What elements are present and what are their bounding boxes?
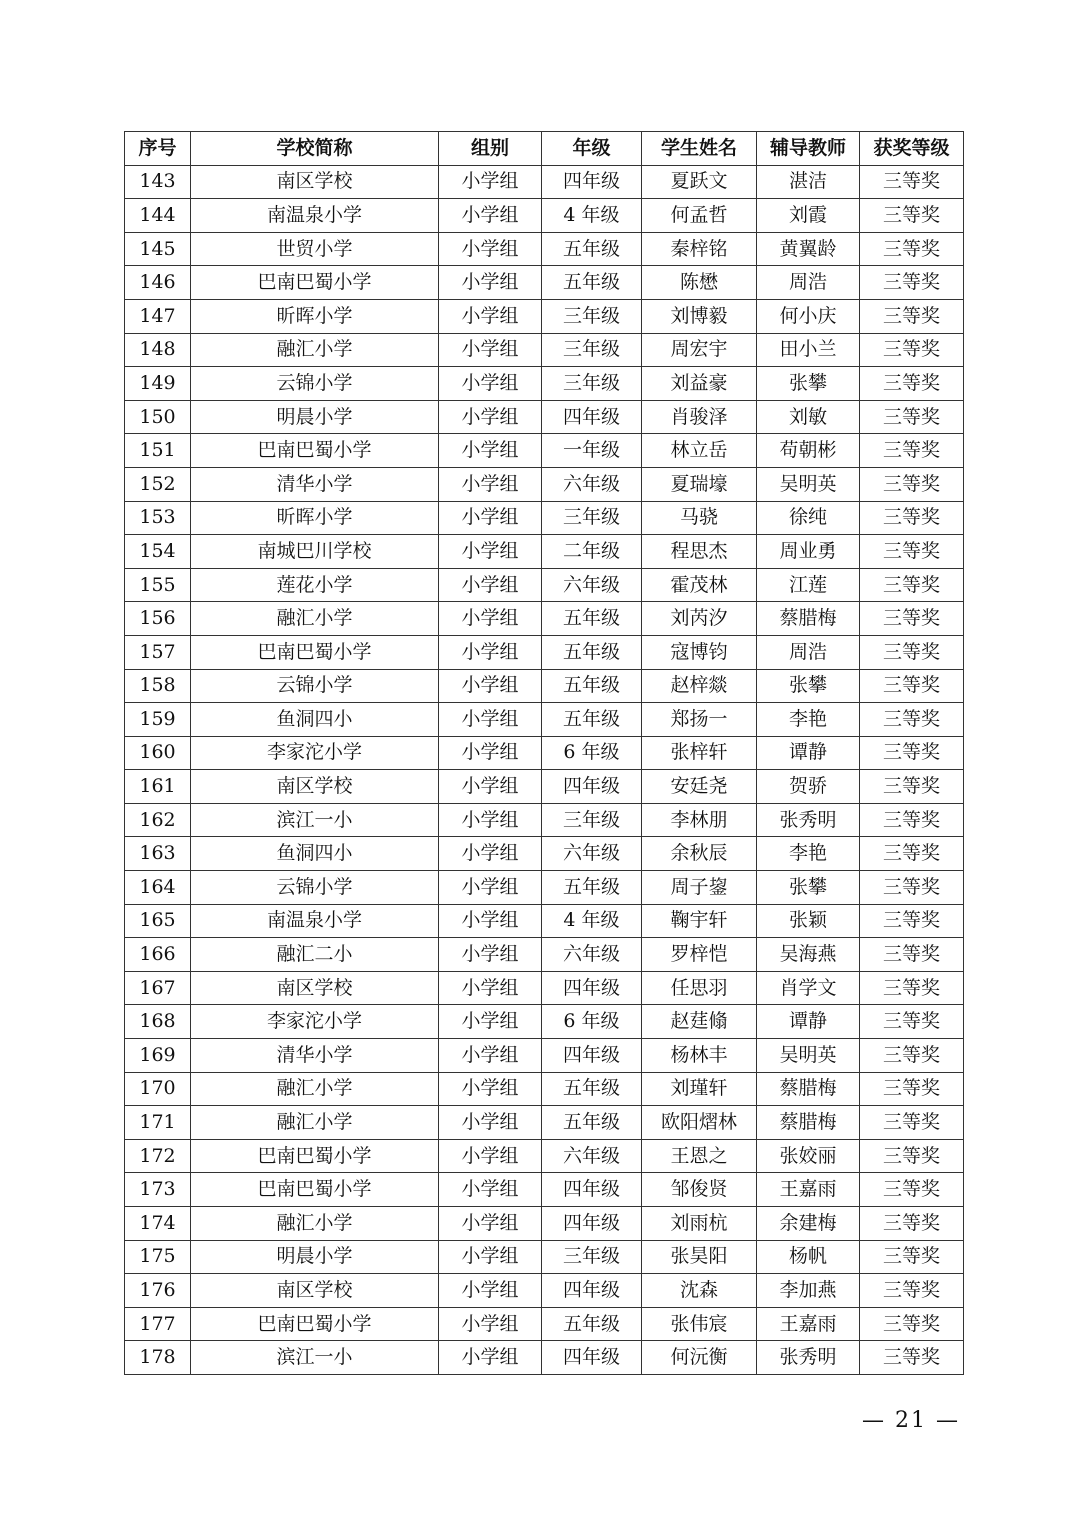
cell-school: 云锦小学: [191, 669, 439, 703]
cell-school: 明晨小学: [191, 1240, 439, 1274]
cell-teacher: 苟朝彬: [757, 434, 860, 468]
cell-award: 三等奖: [860, 1307, 964, 1341]
cell-index: 175: [125, 1240, 191, 1274]
cell-student: 安廷尧: [642, 770, 757, 804]
cell-group: 小学组: [439, 1207, 542, 1241]
table-row: [125, 434, 964, 468]
cell-index: 156: [125, 602, 191, 636]
cell-student: 罗梓恺: [642, 938, 757, 972]
cell-index: 148: [125, 333, 191, 367]
cell-grade: 五年级: [542, 703, 642, 737]
cell-school: 南区学校: [191, 1274, 439, 1308]
cell-index: 176: [125, 1274, 191, 1308]
cell-group: 小学组: [439, 971, 542, 1005]
cell-group: 小学组: [439, 770, 542, 804]
cell-teacher: 江莲: [757, 568, 860, 602]
cell-award: 三等奖: [860, 703, 964, 737]
header-school: 学校简称: [191, 132, 439, 166]
cell-grade: 二年级: [542, 535, 642, 569]
cell-school: 昕晖小学: [191, 501, 439, 535]
cell-student: 张伟宸: [642, 1307, 757, 1341]
cell-grade: 四年级: [542, 770, 642, 804]
cell-award: 三等奖: [860, 535, 964, 569]
cell-group: 小学组: [439, 299, 542, 333]
cell-student: 张梓轩: [642, 736, 757, 770]
header-grade: 年级: [542, 132, 642, 166]
cell-group: 小学组: [439, 1072, 542, 1106]
cell-grade: 4 年级: [542, 904, 642, 938]
cell-award: 三等奖: [860, 837, 964, 871]
cell-school: 巴南巴蜀小学: [191, 266, 439, 300]
table-row: [125, 367, 964, 401]
cell-award: 三等奖: [860, 333, 964, 367]
table-row: [125, 1039, 964, 1073]
cell-school: 李家沱小学: [191, 1005, 439, 1039]
cell-school: 南城巴川学校: [191, 535, 439, 569]
cell-school: 巴南巴蜀小学: [191, 434, 439, 468]
cell-group: 小学组: [439, 1106, 542, 1140]
cell-award: 三等奖: [860, 1005, 964, 1039]
cell-award: 三等奖: [860, 232, 964, 266]
cell-award: 三等奖: [860, 1173, 964, 1207]
cell-school: 南区学校: [191, 165, 439, 199]
cell-school: 巴南巴蜀小学: [191, 1139, 439, 1173]
cell-group: 小学组: [439, 1005, 542, 1039]
cell-grade: 六年级: [542, 568, 642, 602]
table-row: [125, 501, 964, 535]
cell-group: 小学组: [439, 165, 542, 199]
cell-index: 144: [125, 199, 191, 233]
cell-grade: 六年级: [542, 467, 642, 501]
cell-student: 刘芮汐: [642, 602, 757, 636]
table-row: [125, 535, 964, 569]
cell-index: 150: [125, 400, 191, 434]
cell-group: 小学组: [439, 635, 542, 669]
cell-teacher: 谭静: [757, 1005, 860, 1039]
cell-award: 三等奖: [860, 1072, 964, 1106]
cell-teacher: 蔡腊梅: [757, 1106, 860, 1140]
cell-award: 三等奖: [860, 904, 964, 938]
cell-school: 融汇小学: [191, 602, 439, 636]
cell-school: 鱼洞四小: [191, 837, 439, 871]
cell-group: 小学组: [439, 871, 542, 905]
cell-grade: 四年级: [542, 1274, 642, 1308]
cell-award: 三等奖: [860, 266, 964, 300]
cell-teacher: 张攀: [757, 367, 860, 401]
cell-teacher: 肖学文: [757, 971, 860, 1005]
cell-student: 马骁: [642, 501, 757, 535]
cell-index: 170: [125, 1072, 191, 1106]
table-row: [125, 1240, 964, 1274]
cell-teacher: 李艳: [757, 703, 860, 737]
table-row: [125, 1307, 964, 1341]
cell-index: 153: [125, 501, 191, 535]
cell-student: 林立岳: [642, 434, 757, 468]
cell-grade: 五年级: [542, 266, 642, 300]
cell-group: 小学组: [439, 467, 542, 501]
table-row: [125, 803, 964, 837]
cell-teacher: 张颖: [757, 904, 860, 938]
cell-school: 清华小学: [191, 1039, 439, 1073]
cell-index: 173: [125, 1173, 191, 1207]
cell-school: 南温泉小学: [191, 904, 439, 938]
cell-group: 小学组: [439, 703, 542, 737]
cell-index: 167: [125, 971, 191, 1005]
cell-grade: 六年级: [542, 938, 642, 972]
cell-award: 三等奖: [860, 1240, 964, 1274]
cell-grade: 四年级: [542, 1039, 642, 1073]
cell-index: 171: [125, 1106, 191, 1140]
cell-award: 三等奖: [860, 199, 964, 233]
cell-teacher: 蔡腊梅: [757, 1072, 860, 1106]
cell-student: 夏跃文: [642, 165, 757, 199]
cell-teacher: 湛洁: [757, 165, 860, 199]
cell-school: 南区学校: [191, 770, 439, 804]
cell-award: 三等奖: [860, 467, 964, 501]
cell-grade: 五年级: [542, 1106, 642, 1140]
cell-award: 三等奖: [860, 938, 964, 972]
cell-student: 王恩之: [642, 1139, 757, 1173]
cell-teacher: 王嘉雨: [757, 1173, 860, 1207]
cell-teacher: 吴明英: [757, 467, 860, 501]
cell-index: 163: [125, 837, 191, 871]
cell-grade: 四年级: [542, 400, 642, 434]
cell-award: 三等奖: [860, 1139, 964, 1173]
cell-school: 融汇小学: [191, 1106, 439, 1140]
cell-group: 小学组: [439, 333, 542, 367]
cell-student: 郑扬一: [642, 703, 757, 737]
table-row: [125, 199, 964, 233]
cell-group: 小学组: [439, 199, 542, 233]
cell-student: 何沅衡: [642, 1341, 757, 1375]
cell-award: 三等奖: [860, 1274, 964, 1308]
cell-school: 滨江一小: [191, 1341, 439, 1375]
table-row: [125, 938, 964, 972]
cell-group: 小学组: [439, 1307, 542, 1341]
cell-index: 164: [125, 871, 191, 905]
cell-school: 南区学校: [191, 971, 439, 1005]
cell-school: 南温泉小学: [191, 199, 439, 233]
cell-teacher: 贺骄: [757, 770, 860, 804]
cell-grade: 6 年级: [542, 1005, 642, 1039]
cell-award: 三等奖: [860, 501, 964, 535]
table-row: [125, 232, 964, 266]
cell-school: 巴南巴蜀小学: [191, 1173, 439, 1207]
cell-award: 三等奖: [860, 770, 964, 804]
cell-grade: 三年级: [542, 367, 642, 401]
cell-school: 明晨小学: [191, 400, 439, 434]
cell-grade: 四年级: [542, 1173, 642, 1207]
cell-grade: 三年级: [542, 501, 642, 535]
cell-teacher: 李艳: [757, 837, 860, 871]
cell-student: 何孟哲: [642, 199, 757, 233]
cell-teacher: 张攀: [757, 871, 860, 905]
cell-grade: 6 年级: [542, 736, 642, 770]
table-body: [125, 165, 964, 1374]
table-row: [125, 837, 964, 871]
cell-award: 三等奖: [860, 602, 964, 636]
cell-index: 174: [125, 1207, 191, 1241]
cell-teacher: 谭静: [757, 736, 860, 770]
cell-group: 小学组: [439, 736, 542, 770]
cell-student: 刘博毅: [642, 299, 757, 333]
cell-student: 鞠宇轩: [642, 904, 757, 938]
cell-student: 邹俊贤: [642, 1173, 757, 1207]
cell-group: 小学组: [439, 904, 542, 938]
cell-index: 147: [125, 299, 191, 333]
table-row: [125, 669, 964, 703]
cell-school: 滨江一小: [191, 803, 439, 837]
cell-grade: 五年级: [542, 232, 642, 266]
cell-index: 158: [125, 669, 191, 703]
cell-award: 三等奖: [860, 400, 964, 434]
cell-student: 寇博钧: [642, 635, 757, 669]
cell-group: 小学组: [439, 1274, 542, 1308]
cell-award: 三等奖: [860, 165, 964, 199]
cell-student: 周子鋆: [642, 871, 757, 905]
cell-award: 三等奖: [860, 434, 964, 468]
cell-grade: 五年级: [542, 602, 642, 636]
cell-grade: 四年级: [542, 1207, 642, 1241]
cell-student: 李林朋: [642, 803, 757, 837]
cell-school: 云锦小学: [191, 871, 439, 905]
cell-grade: 三年级: [542, 333, 642, 367]
cell-index: 169: [125, 1039, 191, 1073]
cell-student: 刘益豪: [642, 367, 757, 401]
table-row: [125, 1274, 964, 1308]
cell-group: 小学组: [439, 266, 542, 300]
cell-student: 余秋辰: [642, 837, 757, 871]
cell-grade: 五年级: [542, 669, 642, 703]
cell-group: 小学组: [439, 568, 542, 602]
cell-award: 三等奖: [860, 669, 964, 703]
cell-school: 融汇小学: [191, 1207, 439, 1241]
cell-teacher: 张攀: [757, 669, 860, 703]
cell-school: 鱼洞四小: [191, 703, 439, 737]
cell-student: 杨林丰: [642, 1039, 757, 1073]
cell-grade: 六年级: [542, 1139, 642, 1173]
cell-grade: 五年级: [542, 1307, 642, 1341]
cell-teacher: 黄翼龄: [757, 232, 860, 266]
cell-student: 夏瑞壕: [642, 467, 757, 501]
table-row: [125, 165, 964, 199]
cell-school: 昕晖小学: [191, 299, 439, 333]
cell-student: 欧阳熠林: [642, 1106, 757, 1140]
cell-index: 157: [125, 635, 191, 669]
cell-index: 159: [125, 703, 191, 737]
cell-student: 秦梓铭: [642, 232, 757, 266]
cell-index: 154: [125, 535, 191, 569]
cell-award: 三等奖: [860, 299, 964, 333]
table-row: [125, 736, 964, 770]
cell-grade: 六年级: [542, 837, 642, 871]
cell-grade: 三年级: [542, 1240, 642, 1274]
cell-school: 李家沱小学: [191, 736, 439, 770]
cell-award: 三等奖: [860, 1106, 964, 1140]
cell-index: 152: [125, 467, 191, 501]
cell-index: 162: [125, 803, 191, 837]
cell-teacher: 田小兰: [757, 333, 860, 367]
table-row: [125, 635, 964, 669]
cell-school: 巴南巴蜀小学: [191, 1307, 439, 1341]
cell-index: 146: [125, 266, 191, 300]
cell-index: 145: [125, 232, 191, 266]
cell-teacher: 余建梅: [757, 1207, 860, 1241]
cell-teacher: 李加燕: [757, 1274, 860, 1308]
cell-group: 小学组: [439, 1039, 542, 1073]
cell-grade: 三年级: [542, 299, 642, 333]
cell-school: 世贸小学: [191, 232, 439, 266]
table-row: [125, 333, 964, 367]
cell-grade: 五年级: [542, 635, 642, 669]
table-row: [125, 568, 964, 602]
cell-award: 三等奖: [860, 635, 964, 669]
table-row: [125, 1072, 964, 1106]
cell-index: 168: [125, 1005, 191, 1039]
cell-index: 143: [125, 165, 191, 199]
cell-grade: 五年级: [542, 1072, 642, 1106]
cell-student: 刘瑾轩: [642, 1072, 757, 1106]
table-row: [125, 1005, 964, 1039]
cell-grade: 四年级: [542, 971, 642, 1005]
cell-index: 161: [125, 770, 191, 804]
cell-grade: 四年级: [542, 1341, 642, 1375]
cell-group: 小学组: [439, 501, 542, 535]
cell-teacher: 张秀明: [757, 1341, 860, 1375]
cell-student: 沈森: [642, 1274, 757, 1308]
cell-student: 周宏宇: [642, 333, 757, 367]
cell-grade: 五年级: [542, 871, 642, 905]
cell-student: 刘雨杭: [642, 1207, 757, 1241]
header-group: 组别: [439, 132, 542, 166]
cell-group: 小学组: [439, 837, 542, 871]
cell-student: 赵莛翛: [642, 1005, 757, 1039]
cell-index: 178: [125, 1341, 191, 1375]
cell-teacher: 张姣丽: [757, 1139, 860, 1173]
cell-index: 151: [125, 434, 191, 468]
cell-student: 任思羽: [642, 971, 757, 1005]
cell-award: 三等奖: [860, 971, 964, 1005]
cell-index: 160: [125, 736, 191, 770]
cell-teacher: 周浩: [757, 266, 860, 300]
table-row: [125, 266, 964, 300]
cell-teacher: 蔡腊梅: [757, 602, 860, 636]
cell-teacher: 周浩: [757, 635, 860, 669]
cell-school: 融汇小学: [191, 1072, 439, 1106]
header-student: 学生姓名: [642, 132, 757, 166]
cell-group: 小学组: [439, 1240, 542, 1274]
cell-group: 小学组: [439, 803, 542, 837]
table-row: [125, 871, 964, 905]
table-row: [125, 1341, 964, 1375]
cell-award: 三等奖: [860, 1341, 964, 1375]
cell-school: 云锦小学: [191, 367, 439, 401]
cell-school: 融汇二小: [191, 938, 439, 972]
cell-school: 巴南巴蜀小学: [191, 635, 439, 669]
cell-student: 张昊阳: [642, 1240, 757, 1274]
cell-grade: 4 年级: [542, 199, 642, 233]
cell-student: 赵梓燚: [642, 669, 757, 703]
cell-group: 小学组: [439, 400, 542, 434]
cell-award: 三等奖: [860, 568, 964, 602]
cell-teacher: 吴明英: [757, 1039, 860, 1073]
cell-group: 小学组: [439, 434, 542, 468]
cell-school: 清华小学: [191, 467, 439, 501]
table-row: [125, 1207, 964, 1241]
cell-index: 149: [125, 367, 191, 401]
cell-teacher: 周业勇: [757, 535, 860, 569]
header-teacher: 辅导教师: [757, 132, 860, 166]
cell-teacher: 张秀明: [757, 803, 860, 837]
cell-grade: 四年级: [542, 165, 642, 199]
cell-index: 155: [125, 568, 191, 602]
cell-award: 三等奖: [860, 736, 964, 770]
cell-grade: 三年级: [542, 803, 642, 837]
cell-student: 陈懋: [642, 266, 757, 300]
cell-teacher: 王嘉雨: [757, 1307, 860, 1341]
table-row: [125, 467, 964, 501]
cell-grade: 一年级: [542, 434, 642, 468]
table-row: [125, 299, 964, 333]
cell-student: 程思杰: [642, 535, 757, 569]
cell-group: 小学组: [439, 367, 542, 401]
cell-teacher: 吴海燕: [757, 938, 860, 972]
cell-school: 莲花小学: [191, 568, 439, 602]
award-table: [124, 131, 964, 1375]
table-row: [125, 1173, 964, 1207]
cell-index: 165: [125, 904, 191, 938]
cell-award: 三等奖: [860, 803, 964, 837]
cell-award: 三等奖: [860, 871, 964, 905]
cell-group: 小学组: [439, 1173, 542, 1207]
table-row: [125, 904, 964, 938]
cell-group: 小学组: [439, 1341, 542, 1375]
cell-student: 肖骏泽: [642, 400, 757, 434]
cell-group: 小学组: [439, 602, 542, 636]
cell-group: 小学组: [439, 535, 542, 569]
cell-teacher: 刘敏: [757, 400, 860, 434]
cell-teacher: 徐纯: [757, 501, 860, 535]
header-index: 序号: [125, 132, 191, 166]
table-row: [125, 770, 964, 804]
cell-index: 172: [125, 1139, 191, 1173]
page-number: — 21 —: [862, 1408, 960, 1433]
cell-group: 小学组: [439, 669, 542, 703]
table-row: [125, 400, 964, 434]
table-row: [125, 602, 964, 636]
cell-award: 三等奖: [860, 1207, 964, 1241]
cell-teacher: 刘霞: [757, 199, 860, 233]
header-award: 获奖等级: [860, 132, 964, 166]
table-header-row: [125, 132, 964, 166]
table-row: [125, 971, 964, 1005]
cell-award: 三等奖: [860, 367, 964, 401]
cell-school: 融汇小学: [191, 333, 439, 367]
cell-group: 小学组: [439, 1139, 542, 1173]
table-row: [125, 703, 964, 737]
cell-group: 小学组: [439, 232, 542, 266]
cell-group: 小学组: [439, 938, 542, 972]
table-row: [125, 1106, 964, 1140]
cell-teacher: 杨帆: [757, 1240, 860, 1274]
cell-student: 霍茂林: [642, 568, 757, 602]
cell-teacher: 何小庆: [757, 299, 860, 333]
cell-index: 166: [125, 938, 191, 972]
cell-award: 三等奖: [860, 1039, 964, 1073]
cell-index: 177: [125, 1307, 191, 1341]
table-row: [125, 1139, 964, 1173]
